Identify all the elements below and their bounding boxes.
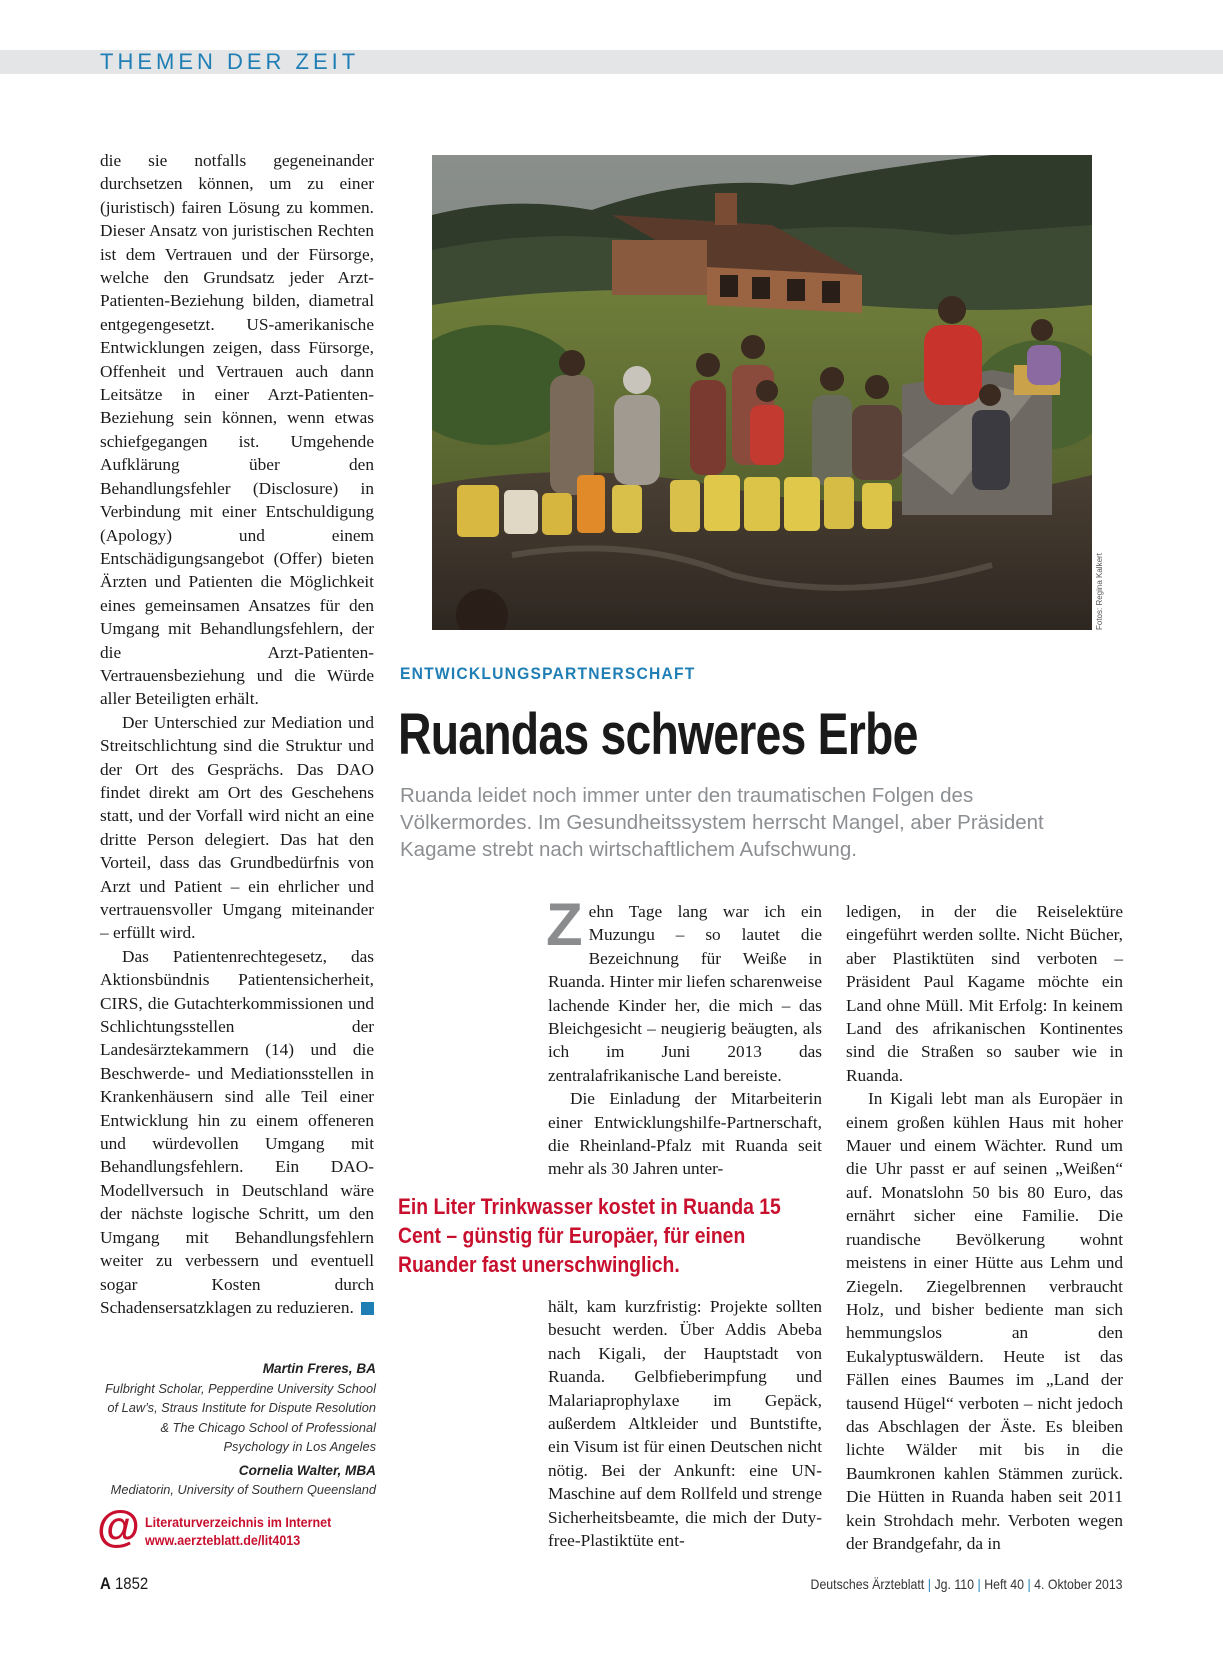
article-paragraph-3: hält, kam kurzfristig: Projekte sollten besucht werden. Über Addis Abeba nach Kigali, der Hauptstadt von Ruanda. Gelbfieberimpfung und Malariaprophylaxe im Gepäck, außerdem Altkleider und Buntstifte, ein Visum ist für einen Deutschen nicht nötig. Bei der Ankunft: eine UN-Maschine auf dem Rollfeld und strenge Sicherheitsbeamte, die mich der Duty-free-Plastiktüte ent- [548, 1297, 822, 1551]
article-paragraph-2: Die Einladung der Mitarbeiterin einer Entwicklungshilfe-Partnerschaft, die Rheinland-Pfalz mit Ruanda seit mehr als 30 Jahren unter- [548, 1089, 822, 1179]
section-title: THEMEN DER ZEIT [100, 49, 360, 74]
author-affiliation-1: Fulbright Scholar, Pepperdine University School of Law’s, Straus Institute for Dispute Resolution & The Chicago School of Professional Psychology in Los Angeles [104, 1380, 376, 1454]
left-paragraph-2: Der Unterschied zur Mediation und Streitschlichtung sind die Struktur und der Ort des Gesprächs. Das DAO findet direkt am Ort des Geschehens statt, und der Vorfall wird nicht an eine dritte Person delegiert. Das hat den Vorteil, dass das Grundbedürfnis von Arzt und Patient – ein ehrlicher und vertrauensvoller Umgang miteinander – erfüllt wird. [100, 712, 374, 943]
left-paragraph-1: die sie notfalls gegeneinander durchsetzen können, um zu einer (juristisch) fairen Lösung zu kommen. Dieser Ansatz von juristischen Rechten ist dem Vertrauen und der Fürsorge, welche den Grundsatz jeder Arzt-Patienten-Beziehung bilden, diametral entgegengesetzt. US-amerikanische Entwicklungen zeigen, dass Fürsorge, Offenheit und Vertrauen auch dann Leitsätze in einer Arzt-Patienten-Beziehung sein können, wenn etwas schiefgegangen ist. Umgehende Aufklärung über den Behandlungsfehler (Disclosure) in Verbindung mit einer Entschuldigung (Apology) und einem Entschädigungsangebot (Offer) bieten Ärzten und Patienten die Möglichkeit eines gemeinsamen Ansatzes für den Umgang mit Behandlungsfehlern, der die Arzt-Patienten-Vertrauensbeziehung und die Würde aller Beteiligten erhält. [100, 151, 374, 709]
footer-citation: Deutsches Ärzteblatt | Jg. 110 | Heft 40 | 4. Oktober 2013 [811, 1576, 1123, 1592]
photo-illustration [432, 155, 1092, 630]
literature-note [145, 1514, 331, 1550]
author-affiliation-2: Mediatorin, University of Southern Queensland [110, 1482, 376, 1497]
article-column-right [846, 900, 1123, 1555]
literature-label: Literaturverzeichnis im Internet [145, 1515, 332, 1530]
footer-date: 4. Oktober 2013 [1034, 1576, 1123, 1592]
pull-quote: Ein Liter Trinkwasser kostet in Ruanda 15 Cent – günstig für Europäer, für einen Ruander fast unerschwinglich. [398, 1194, 781, 1277]
left-paragraph-3 [100, 945, 374, 1320]
article-paragraph-1-text: ehn Tage lang war ich ein Muzungu – so lautet die Bezeichnung für Weiße in Ruanda. Hinter mir liefen scharenweise lachende Kinder her, die mich – das Bleichgesicht – neugierig beäugten, als ich im Juni 2013 das zentralafrikanische Land bereiste. [548, 902, 822, 1085]
footer-issue: Heft 40 [984, 1576, 1025, 1592]
page-prefix: A [100, 1574, 111, 1593]
article-photo [432, 155, 1092, 630]
article-subhead: Ruanda leidet noch immer unter den traumatischen Folgen des Völkermordes. Im Gesundheitssystem herrscht Mangel, aber Präsident Kagame strebt nach wirtschaftlichem Aufschwung. [400, 784, 1044, 861]
page-number-value: 1852 [114, 1574, 149, 1593]
author-block [100, 1355, 376, 1500]
footer-volume: Jg. 110 [934, 1576, 975, 1592]
article-column-middle [546, 891, 822, 1181]
photo-credit: Fotos: Regina Kalkert [1095, 553, 1104, 630]
article-column-middle-lower [548, 1295, 822, 1552]
article-paragraph-5: In Kigali lebt man als Europäer in einem großen kühlen Haus mit hoher Mauer und einem Wächter. Rund um die Uhr passt er auf seinen „Weißen“ auf. Monatslohn 50 bis 80 Euro, das ernährt sicher eine Familie. Die ruandische Bevölkerung wohnt meistens in einer Hütte aus Lehm und Ziegeln. Ziegelbrennen verbraucht Holz, und bisher bediente man sich hemmungslos an den Eukalyptuswäldern. Heute ist das Fällen eines Baumes im „Land der tausend Hügel“ verboten – nicht jedoch das Abschlagen der Äste. Es bleiben lichte Wälder mit bis in die Baumkronen kahlen Stämmen zurück. Die Hütten in Ruanda haben seit 2011 kein Strohdach mehr. Verboten wegen der Brandgefahr, da in [846, 1089, 1123, 1553]
left-column [100, 149, 374, 1319]
literature-link[interactable]: www.aerzteblatt.de/lit4013 [145, 1533, 301, 1548]
left-paragraph-3-text: Das Patientenrechtegesetz, das Aktionsbündnis Patientensicherheit, CIRS, die Gutachterkommissionen und Schlichtungsstellen der Landesärztekammern (14) und die Beschwerde- und Mediationsstellen in Krankenhäusern sind alle Teil einer Entwicklung hin zu einem offeneren und würdevollen Umgang mit Behandlungsfehlern. Ein DAO-Modellversuch in Deutschland wäre der nächste logische Schritt, um den Umgang mit Behandlungsfehlern weiter zu verbessern und eventuell sogar Kosten durch Schadensersatzklagen zu reduzieren. [100, 946, 374, 1317]
drop-cap: Z [546, 891, 583, 958]
author-name-2: Cornelia Walter, MBA [238, 1462, 376, 1478]
article-kicker: ENTWICKLUNGSPARTNERSCHAFT [400, 664, 696, 683]
at-sign-icon: @ [97, 1502, 140, 1551]
article-paragraph-4: ledigen, in der die Reiselektüre eingeführt werden sollte. Nicht Bücher, aber Plastiktüten sind verboten – Präsident Paul Kagame möchte ein Land ohne Müll. Mit Erfolg: In keinem Land des afrikanischen Kontinentes sind die Straßen so sauber wie in Ruanda. [846, 902, 1123, 1085]
article-paragraph-1 [546, 891, 822, 1087]
footer-journal: Deutsches Ärzteblatt [811, 1576, 925, 1592]
page-number [100, 1574, 148, 1594]
end-square-icon [361, 1302, 374, 1315]
author-name-1: Martin Freres, BA [262, 1361, 376, 1376]
article-headline: Ruandas schweres Erbe [398, 702, 918, 767]
